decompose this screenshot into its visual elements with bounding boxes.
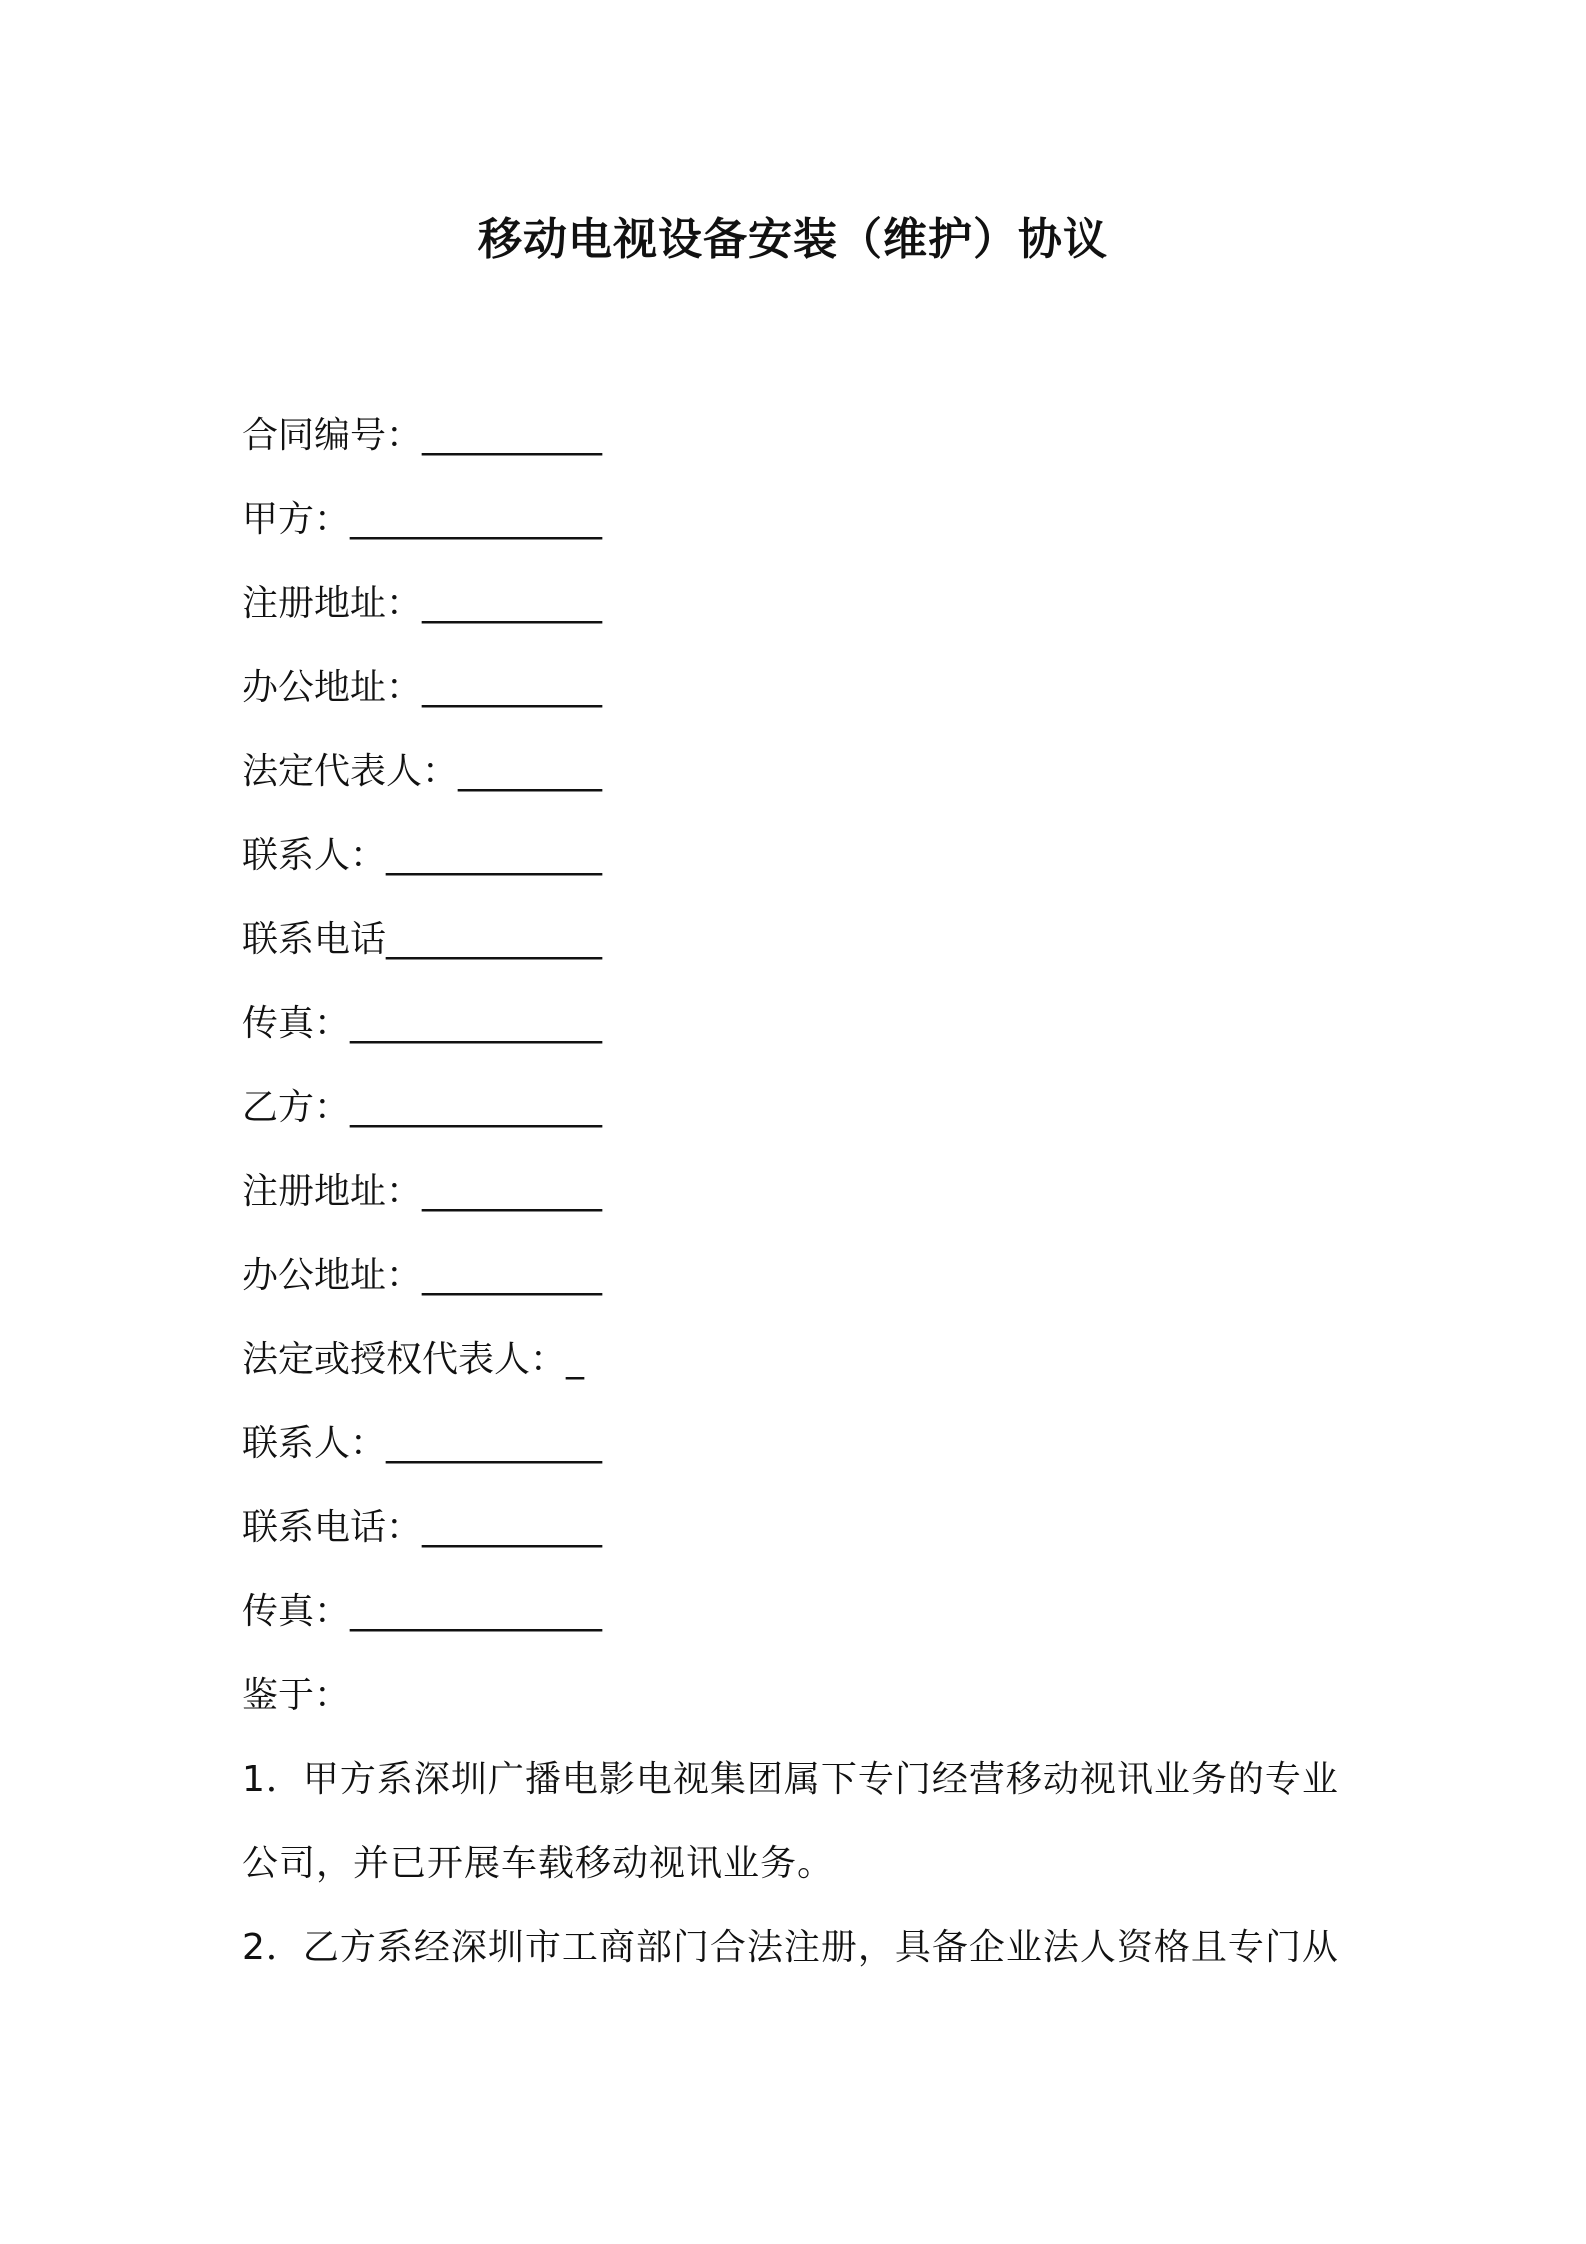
field-label: 联系电话： — [242, 1507, 423, 1548]
field-party-b-contact-person — [242, 1420, 602, 1468]
field-blank: ____________ — [386, 1423, 603, 1464]
field-label: 办公地址： — [242, 667, 423, 708]
field-label: 联系人： — [242, 835, 387, 876]
field-blank: _ — [566, 1339, 585, 1380]
field-party-b — [242, 1084, 602, 1132]
field-party-a-office-address — [242, 664, 602, 712]
field-party-a-fax — [242, 1000, 602, 1048]
field-blank: __________ — [422, 583, 603, 624]
field-label: 传真： — [242, 1003, 351, 1044]
field-label: 联系人： — [242, 1423, 387, 1464]
field-party-b-office-address — [242, 1252, 602, 1300]
field-party-a-legal-representative — [242, 748, 602, 796]
field-blank: __________ — [422, 667, 603, 708]
field-blank: ________ — [458, 751, 603, 792]
field-label: 甲方： — [242, 499, 351, 540]
field-blank: ______________ — [350, 499, 603, 540]
field-label: 法定或授权代表人： — [242, 1339, 567, 1380]
field-party-a-contact-person — [242, 832, 602, 880]
field-blank: __________ — [422, 1255, 603, 1296]
field-label: 传真： — [242, 1591, 351, 1632]
field-party-a-phone — [242, 916, 602, 964]
field-blank: ______________ — [350, 1003, 603, 1044]
paragraph-line: 1．甲方系深圳广播电影电视集团属下专门经营移动视讯业务的专业 — [242, 1759, 1339, 1800]
field-party-a-registered-address — [242, 580, 602, 628]
field-blank: ____________ — [386, 919, 603, 960]
field-party-b-phone — [242, 1504, 602, 1552]
field-label: 法定代表人： — [242, 751, 459, 792]
field-label: 乙方： — [242, 1087, 351, 1128]
field-blank: ____________ — [386, 835, 603, 876]
field-blank: __________ — [422, 1171, 603, 1212]
field-label: 联系电话 — [242, 919, 387, 960]
whereas-heading: 鉴于： — [242, 1675, 351, 1716]
field-blank: __________ — [422, 1507, 603, 1548]
field-blank: __________ — [422, 415, 603, 456]
field-party-a — [242, 496, 602, 544]
field-blank: ______________ — [350, 1087, 603, 1128]
field-party-b-registered-address — [242, 1168, 602, 1216]
field-party-b-fax — [242, 1588, 602, 1636]
document-title: 移动电视设备安装（维护）协议 — [478, 214, 1108, 265]
field-party-b-legal-representative — [242, 1336, 584, 1384]
field-label: 合同编号： — [242, 415, 423, 456]
field-label: 办公地址： — [242, 1255, 423, 1296]
field-blank: ______________ — [350, 1591, 603, 1632]
field-label: 注册地址： — [242, 1171, 423, 1212]
field-label: 注册地址： — [242, 583, 423, 624]
paragraph-line: 公司，并已开展车载移动视讯业务。 — [242, 1843, 835, 1884]
field-contract-number — [242, 412, 602, 460]
paragraph-line: 2．乙方系经深圳市工商部门合法注册，具备企业法人资格且专门从 — [242, 1927, 1339, 1968]
